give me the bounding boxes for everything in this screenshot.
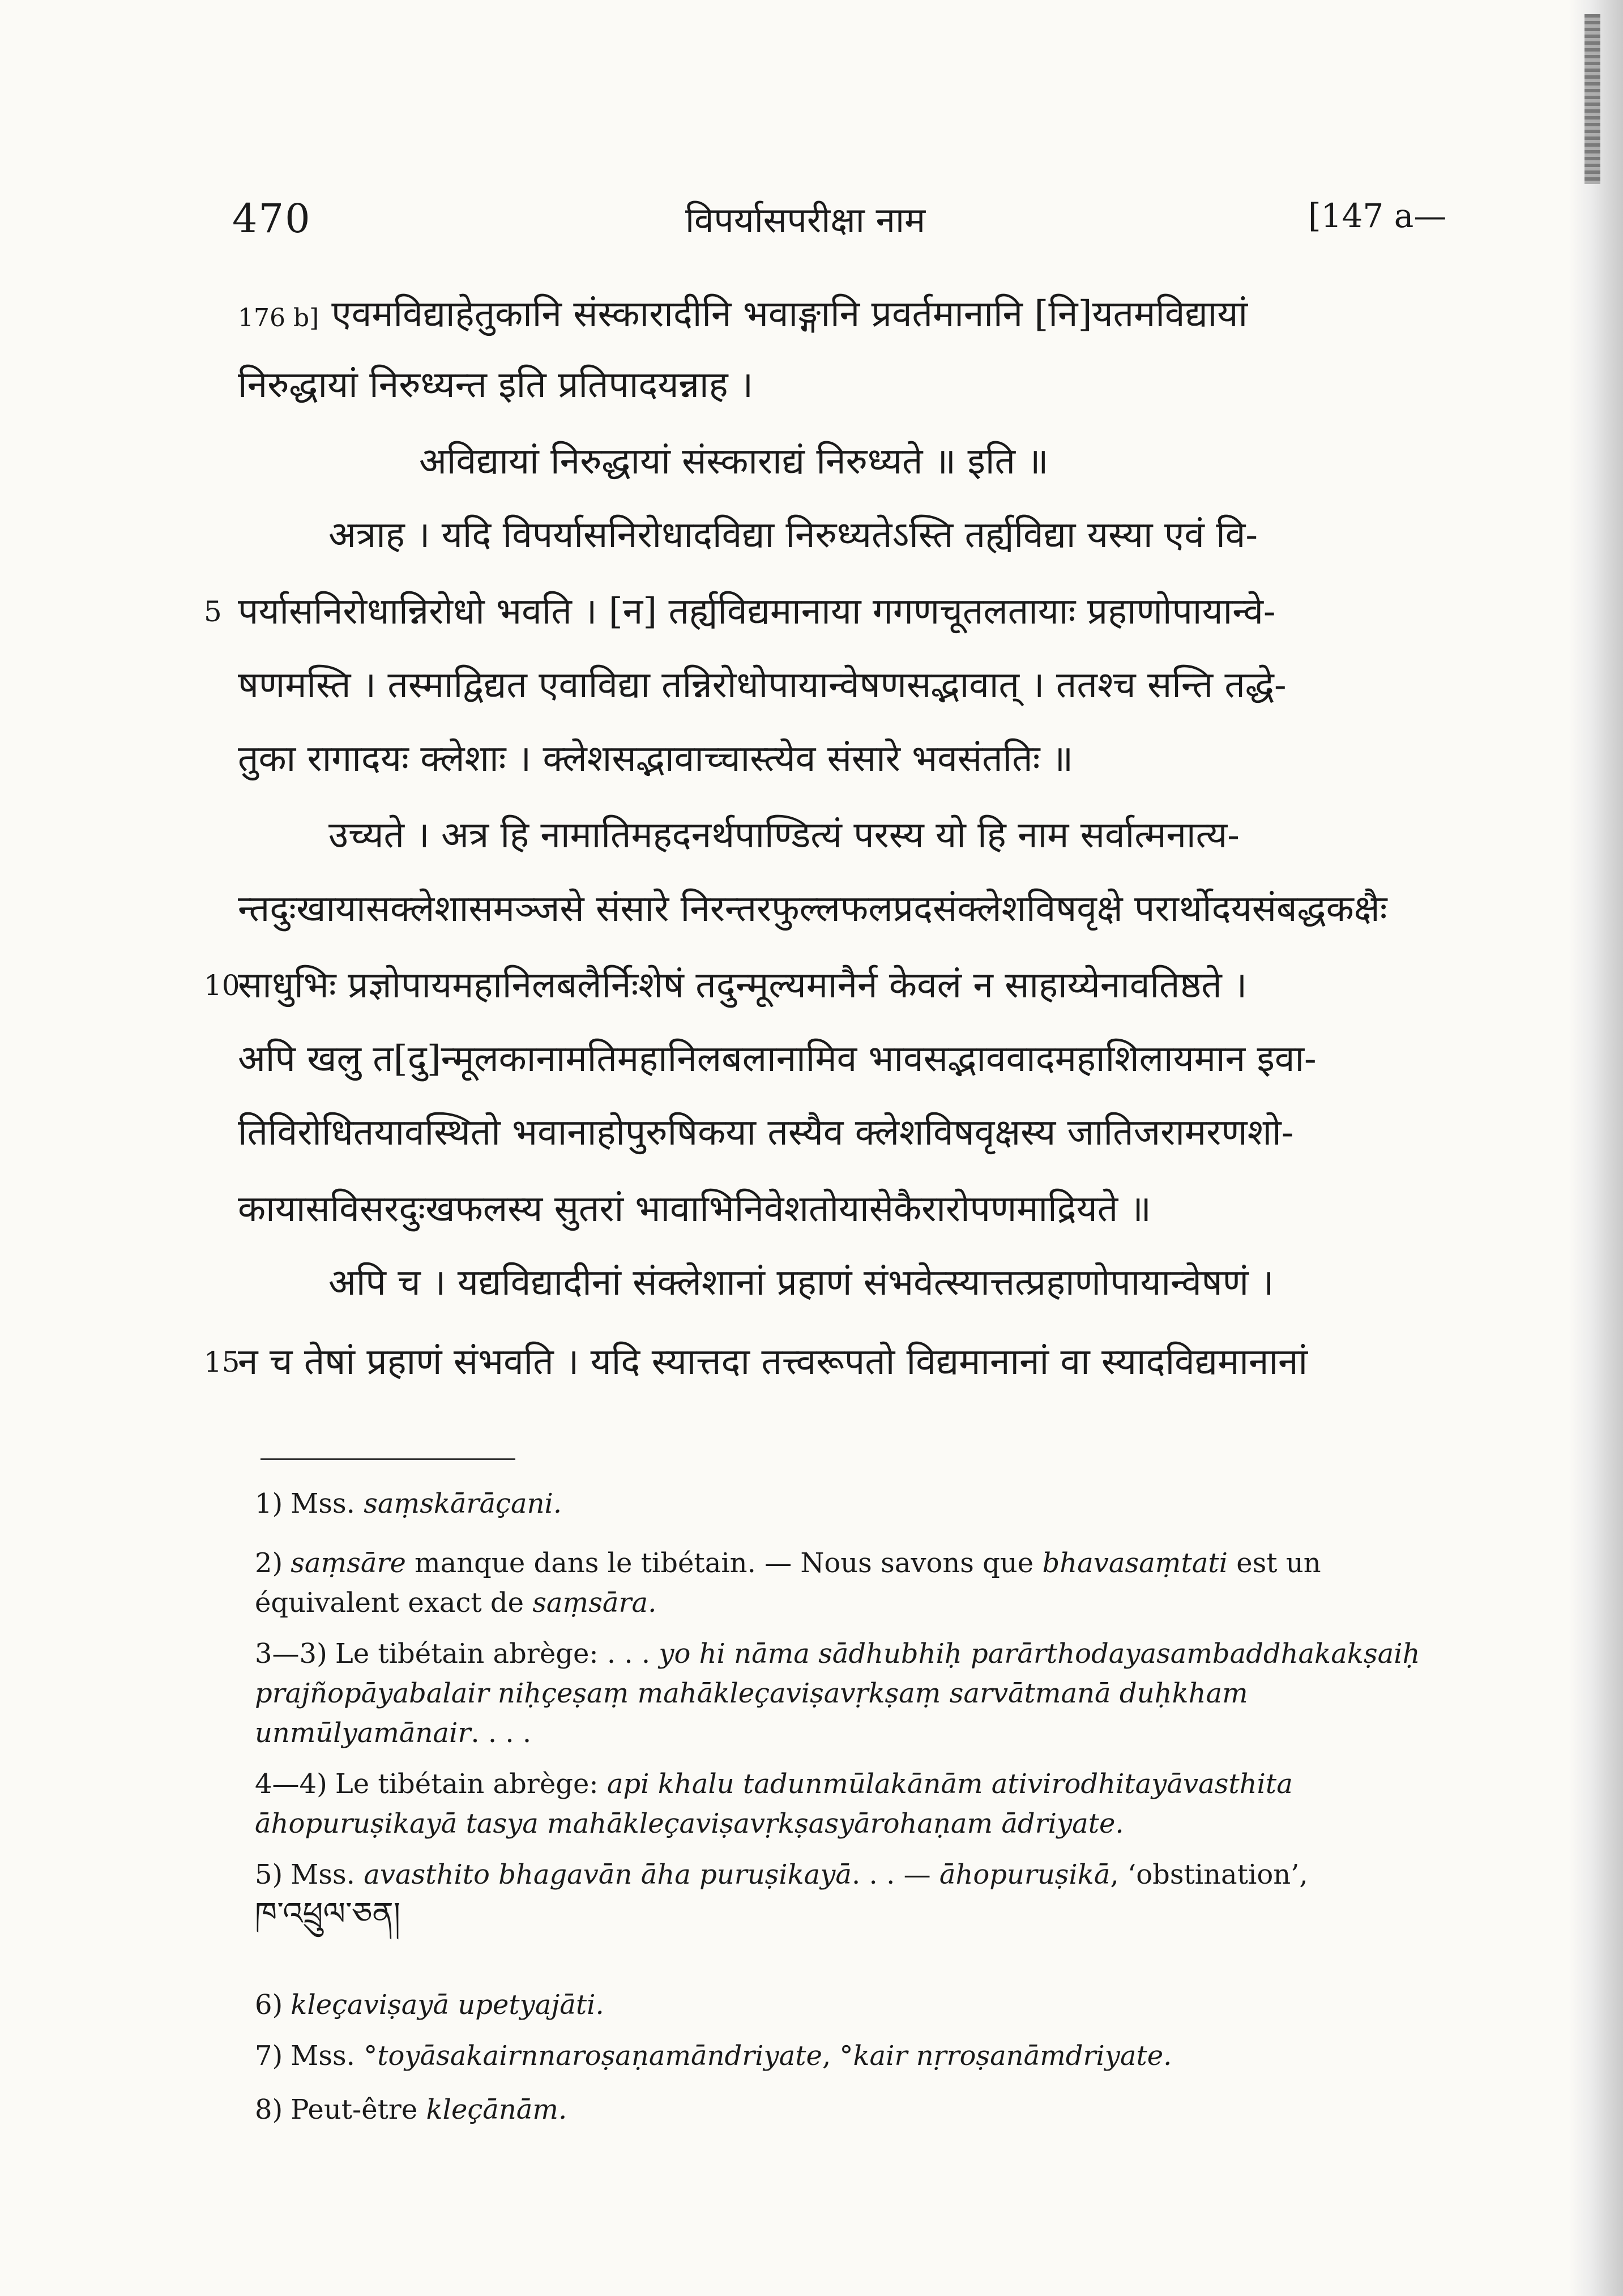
text-line: अपि च । यद्यविद्यादीनां संक्लेशानां प्रहाणं संभवेत्स्यात्तत्प्रहाणोपायान्वेषणं । bbox=[328, 1262, 1274, 1304]
text-line: 176 b] एवमविद्याहेतुकानि संस्कारादीनि भवाङ्गानि प्रवर्तमानानि [नि]यतमविद्यायां bbox=[238, 293, 1248, 335]
text-line: अत्राह । यदि विपर्यासनिरोधादविद्या निरुध्यतेऽस्ति तर्ह्यविद्या यस्या एवं वि- bbox=[328, 514, 1258, 556]
footnote-6: 6) kleçaviṣayā upetyajāti. bbox=[255, 1989, 604, 2021]
footnote-8: 8) Peut-être kleçānām. bbox=[255, 2094, 567, 2126]
text-line: तिविरोधितयावस्थितो भवानाहोपुरुषिकया तस्यैव क्लेशविषवृक्षस्य जातिजरामरणशो- bbox=[238, 1112, 1294, 1154]
text-line: साधुभिः प्रज्ञोपायमहानिलबलैर्निःशेषं तदुन्मूल्यमानैर्न केवलं न साहाय्येनावतिष्ठते । bbox=[238, 965, 1248, 1006]
folio-reference: [147 a— bbox=[1308, 197, 1447, 235]
text-line: कायासविसरदुःखफलस्य सुतरां भावाभिनिवेशतोयासेकैरारोपणमाद्रियते ॥ bbox=[238, 1188, 1151, 1230]
tibetan-gloss: ཁ་འཕྲུལ་ཅན། bbox=[255, 1896, 401, 1932]
line-number: 15 bbox=[204, 1346, 240, 1379]
footnote-4: 4—4) Le tibétain abrège: api khalu tadunmūlakānām ativirodhitayāvasthita āhopuruṣikayā tasya mahākleçaviṣavṛkṣasyārohaṇam ādriyate. bbox=[255, 1768, 1293, 1840]
text-line: उच्यते । अत्र हि नामातिमहदनर्थपाण्डित्यं परस्य यो हि नाम सर्वात्मनात्य- bbox=[328, 814, 1240, 856]
text-line: पर्यासनिरोधान्निरोधो भवति । [न] तर्ह्यविद्यमानाया गगणचूतलतायाः प्रहाणोपायान्वे- bbox=[238, 591, 1276, 633]
scan-binding-edge bbox=[1569, 0, 1623, 2296]
text-line: न च तेषां प्रहाणं संभवति । यदि स्यात्तदा तत्त्वरूपतो विद्यमानानां वा स्यादविद्यमानानां bbox=[238, 1341, 1308, 1383]
page-number: 470 bbox=[232, 195, 311, 242]
running-title: विपर्यासपरीक्षा नाम bbox=[685, 199, 926, 241]
verse-line: अविद्यायां निरुद्धायां संस्काराद्यं निरुध्यते ॥ इति ॥ bbox=[419, 441, 1049, 483]
footnote-7: 7) Mss. °toyāsakairnnaroṣaṇamāndriyate, °kair nṛroṣanāmdriyate. bbox=[255, 2040, 1172, 2072]
line-number: 10 bbox=[204, 969, 240, 1002]
page-header bbox=[0, 195, 1623, 246]
text-line: अपि खलु त[दु]न्मूलकानामतिमहानिलबलानामिव भावसद्भाववादमहाशिलायमान इवा- bbox=[238, 1038, 1317, 1080]
folio-marker: 176 b] bbox=[238, 304, 327, 332]
text-line: तुका रागादयः क्लेशाः । क्लेशसद्भावाच्चास्त्येव संसारे भवसंततिः ॥ bbox=[238, 738, 1074, 780]
footnote-2: 2) saṃsāre manque dans le tibétain. — Nous savons que bhavasaṃtati est un équivalent exact de saṃsāra. bbox=[255, 1547, 1321, 1619]
binding-mark bbox=[1584, 14, 1600, 184]
footnote-divider bbox=[260, 1458, 515, 1460]
footnote-3: 3—3) Le tibétain abrège: . . . yo hi nāma sādhubhiḥ parārthodayasambaddhakakṣaiḥ prajñopāyabalair niḥçeṣaṃ mahākleçaviṣavṛkṣaṃ sarvātmanā duḥkham unmūlyamānair. . . . bbox=[255, 1638, 1420, 1749]
footnote-1: 1) Mss. saṃskārāçani. bbox=[255, 1488, 562, 1520]
text-line: न्तदुःखायासक्लेशासमञ्जसे संसारे निरन्तरफुल्लफलप्रदसंक्लेशविषवृक्षे परार्थोदयसंबद्धकक्षैः bbox=[238, 888, 1387, 930]
text-line: निरुद्धायां निरुध्यन्त इति प्रतिपादयन्नाह । bbox=[238, 364, 754, 406]
text-line: षणमस्ति । तस्माद्विद्यत एवाविद्या तन्निरोधोपायान्वेषणसद्भावात् । ततश्च सन्ति तद्धे- bbox=[238, 664, 1287, 706]
footnote-5: 5) Mss. avasthito bhagavān āha puruṣikayā. . . — āhopuruṣikā, ‘obstination’, ཁ་འཕྲུལ་ཅན། bbox=[255, 1859, 1308, 1932]
line-number: 5 bbox=[204, 595, 222, 628]
